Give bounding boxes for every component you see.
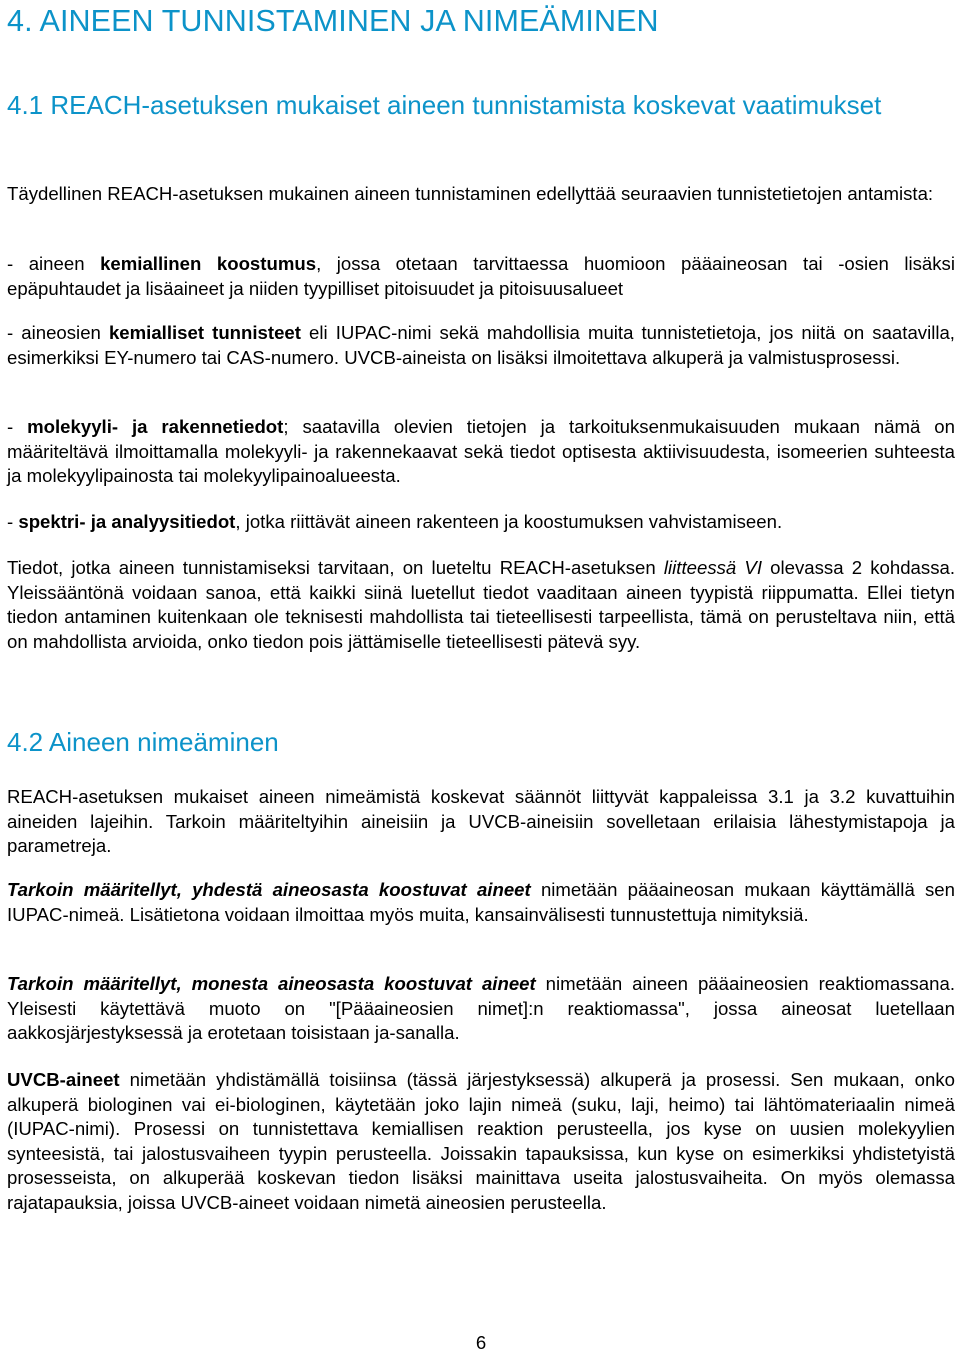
paragraph-text: olevassa 2 kohdassa. Yleissääntönä voidaan sanoa, että kaikki siinä luetellut tiedot vaaditaan aineen tyypistä riippumatta. Ellei tietyn tiedon antaminen kuitenkaan ole teknisesti mahdollista tai tieteellisesti tarpeellista, tämä on perusteltava niin, että on mahdollista arvioida, onko tiedon pois jättämiselle tieteellisesti pätevä syy.: [7, 557, 956, 652]
section-4-heading: 4. AINEEN TUNNISTAMINEN JA NIMEÄMINEN: [7, 4, 659, 38]
annex-paragraph: [7, 556, 955, 654]
item-text: , jossa otetaan tarvittaessa huomioon pääaineosan tai -osien lisäksi epäpuhtaudet ja lisäaineet ja niiden tyypilliset pitoisuudet ja pitoisuusalueet: [7, 253, 955, 299]
requirement-item-identifiers: [7, 321, 955, 370]
item-text: , jotka riittävät aineen rakenteen ja koostumuksen vahvistamiseen.: [235, 511, 783, 532]
annex-reference: liitteessä VI: [663, 557, 762, 578]
item-bold-term: molekyyli- ja rakennetiedot: [27, 416, 284, 437]
item-prefix: - aineosien: [7, 322, 109, 343]
paragraph-text: nimetään aineen pääaineosien reaktiomassana. Yleisesti käytettävä muoto on "[Pääaineosien nimet]:n reaktiomassa", jossa aineosat luetellaan aakkosjärjestyksessä ja erotetaan toisistaan ja-sanalla.: [7, 973, 955, 1043]
item-bold-term: kemialliset tunnisteet: [108, 322, 301, 343]
mono-constituent-paragraph: [7, 878, 955, 927]
paragraph-text: nimetään pääaineosan mukaan käyttämällä sen IUPAC-nimeä. Lisätietona voidaan ilmoittaa myös muita, kansainvälisesti tunnustettuja nimityksiä.: [7, 879, 955, 925]
section-4-2-heading: 4.2 Aineen nimeäminen: [7, 727, 279, 757]
item-prefix: -: [7, 416, 28, 437]
requirement-item-spectra: [7, 510, 955, 535]
page-number: 6: [475, 1332, 487, 1353]
requirement-item-composition: [7, 252, 955, 301]
item-text: ; saatavilla olevien tietojen ja tarkoituksenmukaisuuden mukaan nämä on määriteltävä ilmoittamalla molekyyli- ja rakennekaavat sekä tiedot optisesta aktiivisuudesta, isomeerien suhteesta ja molekyylipainosta tai molekyylipainoalueesta.: [7, 416, 955, 486]
requirement-item-structure: [7, 415, 955, 489]
item-prefix: - aineen: [7, 253, 101, 274]
section-4-2-intro: REACH-asetuksen mukaiset aineen nimeämistä koskevat säännöt liittyvät kappaleissa 3.1 ja 3.2 kuvattuihin aineiden lajeihin. Tarkoin määriteltyihin aineisiin ja UVCB-aineisiin sovelletaan erilaisia lähestymistapoja ja parametreja.: [7, 786, 955, 856]
multi-constituent-paragraph: [7, 972, 955, 1046]
uvcb-paragraph: [7, 1068, 955, 1215]
item-bold-term: spektri- ja analyysitiedot: [18, 511, 236, 532]
item-prefix: -: [7, 511, 19, 532]
paragraph-text: Tiedot, jotka aineen tunnistamiseksi tarvitaan, on lueteltu REACH-asetuksen: [7, 557, 664, 578]
mono-constituent-term: Tarkoin määritellyt, yhdestä aineosasta koostuvat aineet: [7, 879, 531, 900]
multi-constituent-term: Tarkoin määritellyt, monesta aineosasta koostuvat aineet: [7, 973, 536, 994]
item-bold-term: kemiallinen koostumus: [100, 253, 317, 274]
section-4-1-heading: 4.1 REACH-asetuksen mukaiset aineen tunnistamista koskevat vaatimukset: [7, 90, 882, 120]
section-4-1-intro: Täydellinen REACH-asetuksen mukainen aineen tunnistaminen edellyttää seuraavien tunnistetietojen antamista:: [7, 183, 934, 204]
item-text: eli IUPAC-nimi sekä mahdollisia muita tunnistetietoja, jos niitä on saatavilla, esimerkiksi EY-numero tai CAS-numero. UVCB-aineista on lisäksi ilmoitettava alkuperä ja valmistusprosessi.: [7, 322, 955, 368]
uvcb-term: UVCB-aineet: [7, 1069, 120, 1090]
paragraph-text: nimetään yhdistämällä toisiinsa (tässä järjestyksessä) alkuperä ja prosessi. Sen mukaan, onko alkuperä biologinen vai ei-biologinen, käytetään joko lajin nimeä (suku, laji, heimo) tai lähtömateriaalin nimeä (IUPAC-nimi). Prosessi on tunnistettava kemiallisen reaktion perusteella, jos kyse on uusien molekyylien synteesistä, tai jalostusvaiheen tyypin perusteella. Joissakin tapauksissa, kun kyse on esimerkiksi yhdistetyistä prosesseista, on alkuperää koskevan tiedon lisäksi mainittava useita jalostusvaiheita. On myös olemassa rajatapauksia, joissa UVCB-aineet voidaan nimetä aineosien perusteella.: [7, 1069, 955, 1213]
